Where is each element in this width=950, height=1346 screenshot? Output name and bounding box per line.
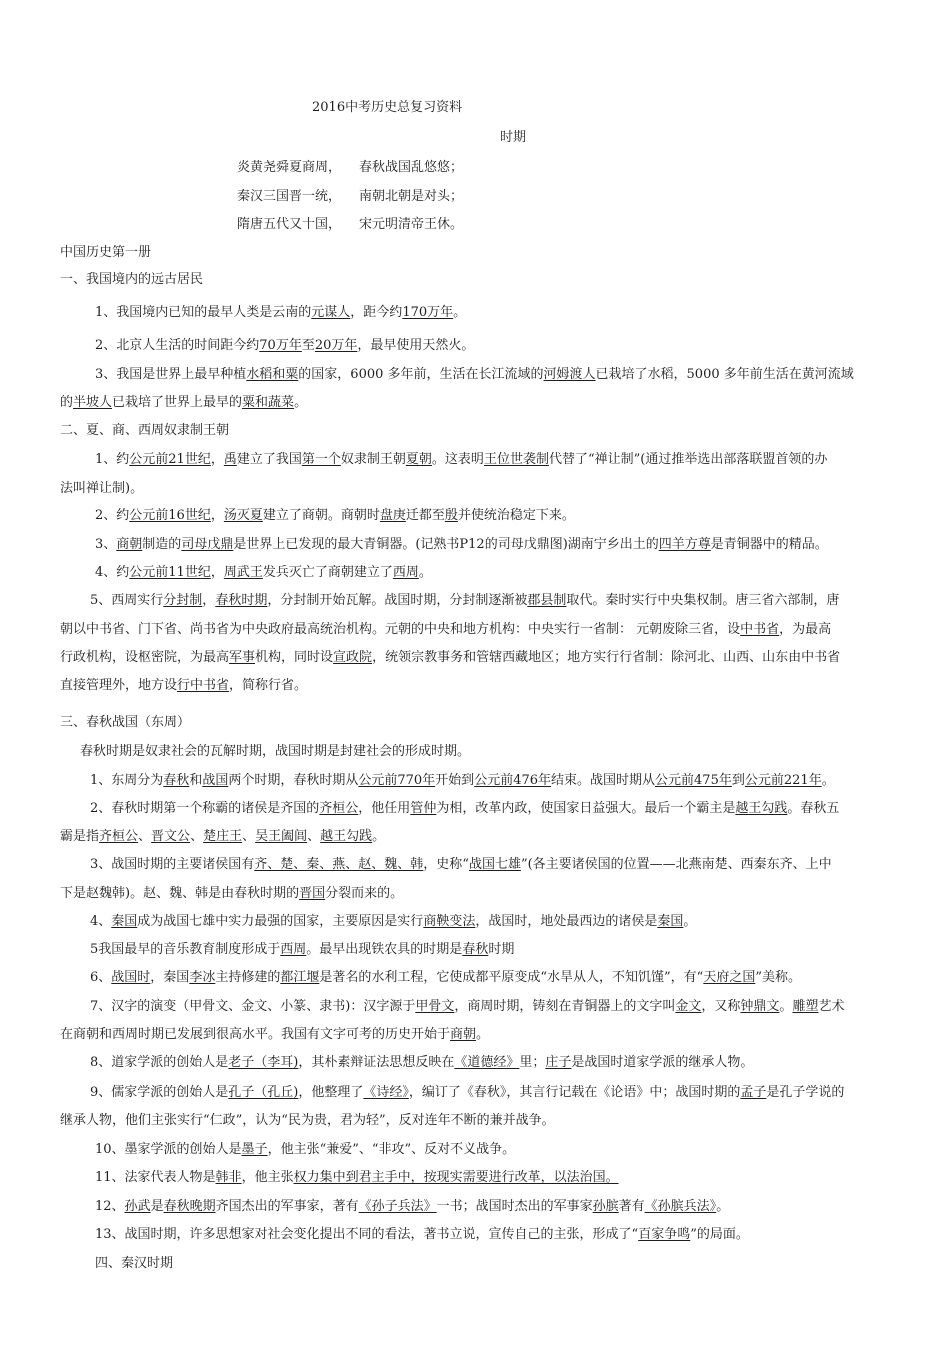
text-run: 。 [476, 1027, 490, 1042]
underlined-term: 春秋 [462, 942, 489, 957]
text-run: 里； [519, 1055, 546, 1070]
text-run: 8、道家学派的创始人是 [90, 1055, 229, 1070]
text-run: ， [210, 508, 224, 523]
poem-line: 隋唐五代又十国， 宋元明清帝王休。 [237, 217, 464, 232]
underlined-term: 商鞅变法 [423, 914, 476, 929]
text-run: 5、西周实行 [90, 593, 164, 608]
text-run: ，他主张 [241, 1170, 294, 1185]
underlined-term: 公元前11世纪 [129, 565, 211, 580]
underlined-term: 雕塑 [792, 999, 819, 1014]
text-run: 代替了“禅让制”(通过推举选出部落联盟首领的办 [548, 452, 828, 467]
paragraph: 法叫禅让制)。 [60, 481, 144, 496]
text-run: ，简称行省。 [229, 678, 308, 693]
underlined-term: 禹 [223, 452, 237, 467]
underlined-term: 分封制 [163, 593, 203, 608]
text-run: 朝以中书省、门下省、尚书省为中央政府最高统治机构。元朝的中央和地方机构：中央实行一省制： 元朝废除三省，设 [60, 622, 741, 637]
text-run: 。这表明 [431, 452, 484, 467]
paragraph [95, 367, 854, 383]
text-run: ，统领宗教事务和管辖西藏地区；地方实行行省制：除河北、山西、山东由中书省 [372, 650, 841, 665]
underlined-term: 行中书省 [177, 678, 230, 693]
text-run: ”美称。 [755, 970, 801, 985]
text-run: 在商朝和西周时期已发展到很高水平。我国有文字可考的历史开始于 [60, 1027, 451, 1042]
underlined-term: 孙武 [124, 1199, 151, 1214]
paragraph [90, 593, 839, 609]
text-run: ，他任用 [358, 801, 411, 816]
paragraph: 继承人物，他们主张实行“仁政”，认为“民为贵，君为轻”，反对连年不断的兼并战争。 [60, 1113, 555, 1128]
text-run: 和 [189, 773, 203, 788]
text-run: 是战国时道家学派的继承人物。 [571, 1055, 754, 1070]
paragraph [90, 801, 839, 817]
paragraph [95, 1170, 619, 1186]
text-run: 时期 [488, 942, 515, 957]
underlined-term: 甲骨文 [415, 999, 455, 1014]
text-run: 。最早出现铁农具的时期是 [306, 942, 463, 957]
text-run: 霸是指 [60, 829, 100, 844]
underlined-term: 水稻和粟 [246, 367, 299, 382]
underlined-term: 公元前475年 [655, 773, 732, 788]
underlined-term: 夏朝 [405, 452, 432, 467]
underlined-term: 秦国 [111, 914, 138, 929]
poem-line: 炎黄尧舜夏商周， 春秋战国乱悠悠； [237, 160, 464, 175]
underlined-term: 齐桓公 [319, 801, 359, 816]
text-run: ， [210, 452, 224, 467]
text-run: 是 [150, 1199, 164, 1214]
underlined-term: 越王勾践 [735, 801, 788, 816]
text-run: 。 [821, 773, 835, 788]
paragraph [95, 508, 575, 524]
underlined-term: 粟和蔬菜 [242, 395, 295, 410]
text-run: 。 [779, 999, 793, 1014]
section-heading: 三、春秋战国（东周） [60, 715, 191, 730]
text-run: 1、东周分为 [90, 773, 164, 788]
underlined-term: 司母戊鼎 [181, 537, 234, 552]
text-run: 至 [301, 338, 315, 353]
text-run: ， [202, 593, 216, 608]
underlined-term: 天府之国 [703, 970, 756, 985]
text-run: 艺术 [818, 999, 845, 1014]
underlined-term: 百家争鸣 [638, 1227, 691, 1242]
text-run: 开始到 [435, 773, 475, 788]
text-run: 并使统治稳定下来。 [457, 508, 575, 523]
text-run: 11、法家代表人物是 [95, 1170, 216, 1185]
underlined-term: 军事 [229, 650, 256, 665]
underlined-term: 汤灭夏 [223, 508, 263, 523]
text-run: ，又称 [701, 999, 741, 1014]
underlined-term: 春秋 [163, 773, 190, 788]
section-heading: 一、我国境内的远古居民 [60, 272, 204, 287]
text-run: 结束。战国时期从 [551, 773, 656, 788]
underlined-term: 楚庄王 [203, 829, 243, 844]
underlined-term: 商朝 [116, 537, 143, 552]
underlined-term: 70万年 [259, 338, 302, 353]
underlined-term: 西周 [392, 565, 419, 580]
underlined-term: 公元前221年 [744, 773, 822, 788]
text-run: 5我国最早的音乐教育制度形成于 [90, 942, 281, 957]
underlined-term: 晋国 [299, 886, 326, 901]
text-run: ，史称“ [423, 857, 469, 872]
underlined-term: 晋文公 [151, 829, 191, 844]
text-run: 两个时期，春秋时期从 [228, 773, 359, 788]
text-run: 成为战国七雄中实力最强的国家，主要原因是实行 [137, 914, 424, 929]
text-run: 一书；战国时杰出的军事家 [436, 1199, 593, 1214]
doc-title: 2016中考历史总复习资料 [312, 100, 463, 115]
text-run: 下是赵魏韩)。赵、魏、韩是由春秋时期的 [60, 886, 300, 901]
text-run: 、 [242, 829, 256, 844]
text-run: ，编订了《春秋》，其言行记载在《论语》中；战国时期的 [408, 1085, 741, 1100]
text-run: 。 [372, 829, 386, 844]
text-run: 主持修建的 [215, 970, 281, 985]
underlined-term: 宣政院 [333, 650, 373, 665]
text-run: 、 [138, 829, 152, 844]
paragraph [95, 452, 827, 468]
text-run: 著有 [618, 1199, 645, 1214]
underlined-term: 郡县制 [527, 593, 567, 608]
underlined-term: 《道德经》 [454, 1055, 520, 1070]
text-run: 奴隶制王朝 [340, 452, 406, 467]
paragraph [60, 886, 403, 902]
paragraph: 春秋时期是奴隶社会的瓦解时期，战国时期是封建社会的形成时期。 [80, 744, 471, 759]
text-run: 1、约 [95, 452, 130, 467]
text-run: 为相，改革内政，使国家日益强大。最后一个霸主是 [436, 801, 736, 816]
paragraph [95, 565, 432, 581]
text-run: 4、 [90, 914, 112, 929]
text-run: 已栽培了世界上最早的 [112, 395, 243, 410]
underlined-term: 第一个 [301, 452, 341, 467]
period-label: 时期 [500, 130, 527, 145]
text-run: 取代。秦时实行中央集权制。唐三省六部制，唐 [566, 593, 840, 608]
text-run: 直接管理外，地方设 [60, 678, 178, 693]
section-heading: 二、夏、商、西周奴隶制王朝 [60, 423, 230, 438]
underlined-term: 齐、楚、秦、燕、赵、魏、韩 [254, 857, 424, 872]
text-run: ”(各主要诸侯国的位置——北燕南楚、西秦东齐、上中 [520, 857, 832, 872]
underlined-term: 孔子（孔丘) [228, 1085, 299, 1100]
text-run: 建立了我国 [236, 452, 302, 467]
text-run: 3、我国是世界上最早种植 [95, 367, 247, 382]
text-run: 是青铜器中的精品。 [710, 537, 828, 552]
underlined-term: 西周 [280, 942, 307, 957]
text-run: 是著名的水利工程，它使成都平原变成“水旱从人，不知饥馑”，有“ [319, 970, 704, 985]
text-run: ， [210, 565, 224, 580]
section-heading: 四、秦汉时期 [95, 1256, 174, 1271]
book-title: 中国历史第一册 [60, 245, 152, 260]
text-run: 的 [60, 395, 74, 410]
text-run: ，分封制开始瓦解。战国时期，分封制逐渐被 [267, 593, 528, 608]
underlined-term: 170万年 [402, 305, 454, 320]
paragraph [60, 678, 307, 694]
text-run: 2、春秋时期第一个称霸的诸侯是齐国的 [90, 801, 320, 816]
paragraph [95, 537, 828, 553]
text-run: 4、约 [95, 565, 130, 580]
underlined-term: 钟鼎文 [740, 999, 780, 1014]
paragraph [90, 970, 801, 986]
underlined-term: 都江堰 [280, 970, 320, 985]
underlined-term: 元谋人 [311, 305, 351, 320]
text-run: 齐国杰出的军事家，著有 [215, 1199, 359, 1214]
text-run: 行政机构，设枢密院，为最高 [60, 650, 230, 665]
text-run: 制造的 [142, 537, 182, 552]
underlined-term: 四羊方尊 [658, 537, 711, 552]
text-run: 是世界上已发现的最大青铜器。(记熟书P12的司母戊鼎图)湖南宁乡出土的 [233, 537, 659, 552]
text-run: 。 [294, 395, 308, 410]
paragraph [60, 395, 307, 411]
paragraph [90, 1085, 844, 1101]
text-run: 10、墨家学派的创始人是 [95, 1142, 242, 1157]
underlined-term: 战国 [202, 773, 229, 788]
underlined-term: 公元前770年 [358, 773, 436, 788]
text-run: 分裂而来的。 [325, 886, 404, 901]
paragraph [60, 1027, 489, 1043]
text-run: ，其朴素辩证法思想反映在 [298, 1055, 455, 1070]
paragraph [90, 914, 696, 930]
underlined-term: 春秋晚期 [163, 1199, 216, 1214]
text-run: 。 [716, 1199, 730, 1214]
underlined-term: 战国七雄 [468, 857, 521, 872]
paragraph [90, 999, 844, 1015]
paragraph [60, 650, 840, 666]
underlined-term: 孟子 [740, 1085, 767, 1100]
paragraph [95, 1227, 749, 1243]
underlined-term: 老子（李耳) [228, 1055, 299, 1070]
text-run: ，为最高 [779, 622, 832, 637]
underlined-term: 韩非 [215, 1170, 242, 1185]
text-run: 1、我国境内已知的最早人类是云南的 [95, 305, 312, 320]
paragraph [95, 305, 466, 321]
paragraph [90, 773, 835, 789]
text-run: 12、 [95, 1199, 125, 1214]
text-run: ，他主张“兼爱”、“非攻”、反对不义战争。 [267, 1142, 516, 1157]
text-run: 。 [418, 565, 432, 580]
underlined-term: 春秋时期 [215, 593, 268, 608]
text-run: 。春秋五 [787, 801, 840, 816]
underlined-term: 《诗经》 [363, 1085, 409, 1100]
underlined-term: 20万年 [314, 338, 358, 353]
text-run: ，秦国 [150, 970, 190, 985]
text-run: 2、约 [95, 508, 130, 523]
underlined-term: 王位世袭制 [483, 452, 549, 467]
paragraph [90, 942, 514, 958]
underlined-term: 河姆渡人 [543, 367, 596, 382]
text-run: 机构，同时设 [255, 650, 334, 665]
underlined-term: 商朝 [450, 1027, 477, 1042]
text-run: 是孔子学说的 [766, 1085, 845, 1100]
text-run: 发兵灭亡了商朝建立了 [262, 565, 393, 580]
text-run: 。 [453, 305, 467, 320]
underlined-term: 权力集中到君主手中，按现实需要进行改革，以法治国。 [293, 1170, 619, 1185]
underlined-term: 金文 [675, 999, 702, 1014]
underlined-term: 殷 [444, 508, 458, 523]
text-run: ，他整理了 [298, 1085, 364, 1100]
paragraph [60, 622, 831, 638]
text-run: 7、汉字的演变（甲骨文、金文、小篆、隶书)：汉字源于 [90, 999, 416, 1014]
text-run: 迁都至 [405, 508, 445, 523]
underlined-term: 管仲 [410, 801, 437, 816]
text-run: 、 [307, 829, 321, 844]
underlined-term: 中书省 [740, 622, 780, 637]
underlined-term: 越王勾践 [320, 829, 373, 844]
paragraph [90, 857, 832, 873]
underlined-term: 秦国 [657, 914, 684, 929]
paragraph [60, 829, 385, 845]
text-run: ，距今约 [350, 305, 403, 320]
text-run: 6、 [90, 970, 112, 985]
text-run: ，战国时，地处最西边的诸侯是 [475, 914, 658, 929]
paragraph [95, 1142, 515, 1158]
underlined-term: 盘庚 [379, 508, 406, 523]
underlined-term: 吴王阖闾 [255, 829, 308, 844]
underlined-term: 公元前476年 [474, 773, 552, 788]
underlined-term: 孙膑 [592, 1199, 619, 1214]
text-run: 3、 [95, 537, 117, 552]
text-run: ，最早使用天然火。 [357, 338, 475, 353]
text-run: ”的局面。 [690, 1227, 749, 1242]
text-run: 的国家，6000 多年前，生活在长江流域的 [298, 367, 544, 382]
underlined-term: 周武王 [223, 565, 263, 580]
text-run: 13、战国时期，许多思想家对社会变化提出不同的看法，著书立说，宣传自己的主张，形成了“ [95, 1227, 639, 1242]
underlined-term: 庄子 [545, 1055, 572, 1070]
paragraph [95, 1199, 729, 1215]
text-run: 到 [731, 773, 745, 788]
text-run: 已栽培了水稻，5000 多年前生活在黄河流域 [595, 367, 854, 382]
underlined-term: 半坡人 [73, 395, 113, 410]
poem-line: 秦汉三国晋一统， 南朝北朝是对头； [237, 189, 464, 204]
text-run: 。 [683, 914, 697, 929]
paragraph [90, 1055, 753, 1071]
underlined-term: 墨子 [241, 1142, 268, 1157]
underlined-term: 李冰 [189, 970, 216, 985]
underlined-term: 《孙膑兵法》 [644, 1199, 717, 1214]
text-run: 2、北京人生活的时间距今约 [95, 338, 260, 353]
paragraph [95, 338, 474, 354]
text-run: 3、战国时期的主要诸侯国有 [90, 857, 255, 872]
underlined-term: 战国时 [111, 970, 151, 985]
text-run: 、 [190, 829, 204, 844]
underlined-term: 齐桓公 [99, 829, 139, 844]
underlined-term: 公元前21世纪 [129, 452, 211, 467]
underlined-term: 公元前16世纪 [129, 508, 211, 523]
text-run: 9、儒家学派的创始人是 [90, 1085, 229, 1100]
text-run: 建立了商朝。商朝时 [262, 508, 380, 523]
underlined-term: 《孙子兵法》 [358, 1199, 437, 1214]
text-run: ，商周时期，铸刻在青铜器上的文字叫 [454, 999, 676, 1014]
